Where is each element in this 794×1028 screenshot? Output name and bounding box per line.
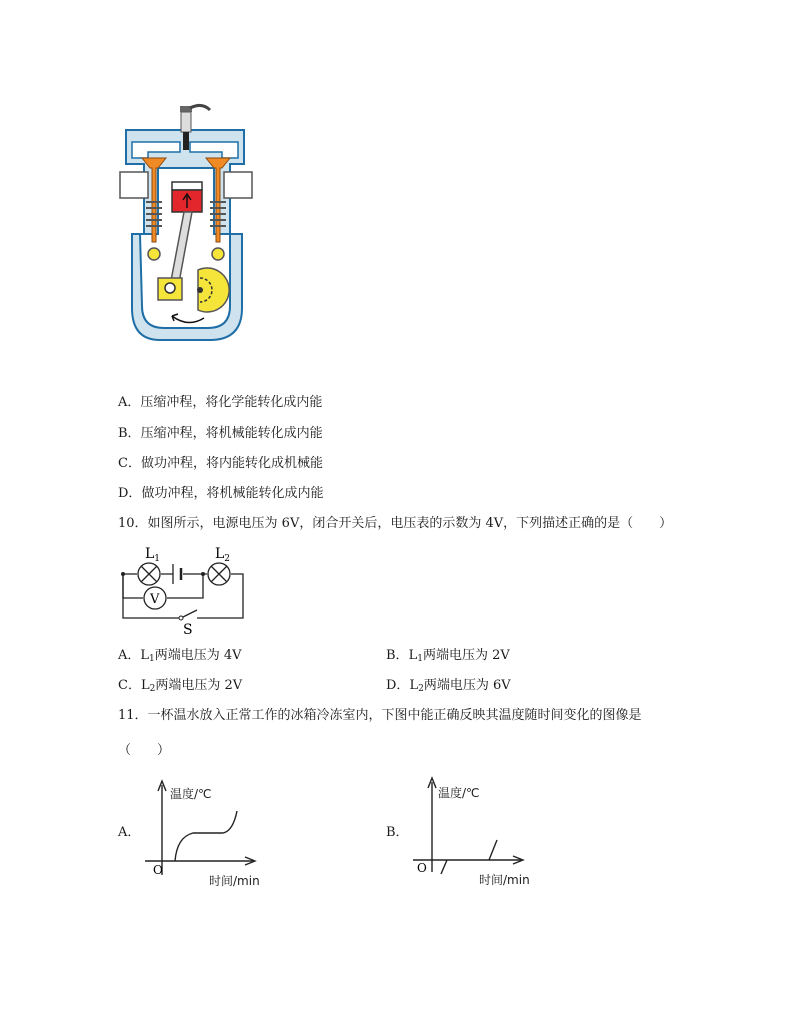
graph-a-curve bbox=[175, 811, 237, 861]
q9-option-d[interactable]: D．做功冲程，将机械能转化成内能 bbox=[118, 486, 324, 501]
q9-option-b[interactable]: B．压缩冲程，将机械能转化成内能 bbox=[118, 426, 323, 441]
q9-option-c[interactable]: C．做功冲程，将内能转化成机械能 bbox=[118, 456, 323, 471]
graph-b-segment-1 bbox=[441, 860, 447, 874]
graph-b-origin: O bbox=[417, 861, 427, 875]
graph-b-segment-2 bbox=[489, 840, 497, 860]
graph-b-xlabel: 时间/min bbox=[479, 873, 530, 887]
q10-option-b[interactable]: B．$L_1$两端电压为 2V bbox=[386, 648, 510, 664]
lamp1-label: $L_1$ bbox=[145, 546, 161, 564]
piston bbox=[172, 182, 202, 212]
engine-diagram bbox=[118, 102, 253, 352]
graph-a-origin: O bbox=[153, 863, 163, 877]
switch-label: S bbox=[183, 622, 193, 636]
q11-stem: 11．一杯温水放入正常工作的冰箱冷冻室内，下图中能正确反映其温度随时间变化的图像是 bbox=[118, 708, 642, 723]
graph-a-ylabel: 温度/℃ bbox=[170, 787, 212, 801]
graph-b-ylabel: 温度/℃ bbox=[438, 786, 480, 800]
voltmeter-label: V bbox=[150, 592, 160, 607]
q11-option-b-letter[interactable]: B． bbox=[386, 825, 409, 840]
q9-option-a[interactable]: A．压缩冲程，将化学能转化成内能 bbox=[118, 395, 323, 410]
q10-option-c[interactable]: C．$L_2$两端电压为 2V bbox=[118, 678, 243, 694]
q10-stem: 10．如图所示，电源电压为 6V，闭合开关后，电压表的示数为 4V，下列描述正确的是（ ） bbox=[118, 516, 673, 531]
q10-option-a[interactable]: A．$L_1$两端电压为 4V bbox=[118, 648, 242, 664]
circuit-diagram bbox=[115, 544, 250, 636]
lamp2-label: $L_2$ bbox=[215, 546, 231, 564]
graph-a-xlabel: 时间/min bbox=[209, 874, 260, 888]
q11-option-a-letter[interactable]: A． bbox=[118, 825, 141, 840]
q10-option-d[interactable]: D．$L_2$两端电压为 6V bbox=[386, 678, 511, 694]
q11-answer-bracket: （ ） bbox=[118, 743, 171, 758]
